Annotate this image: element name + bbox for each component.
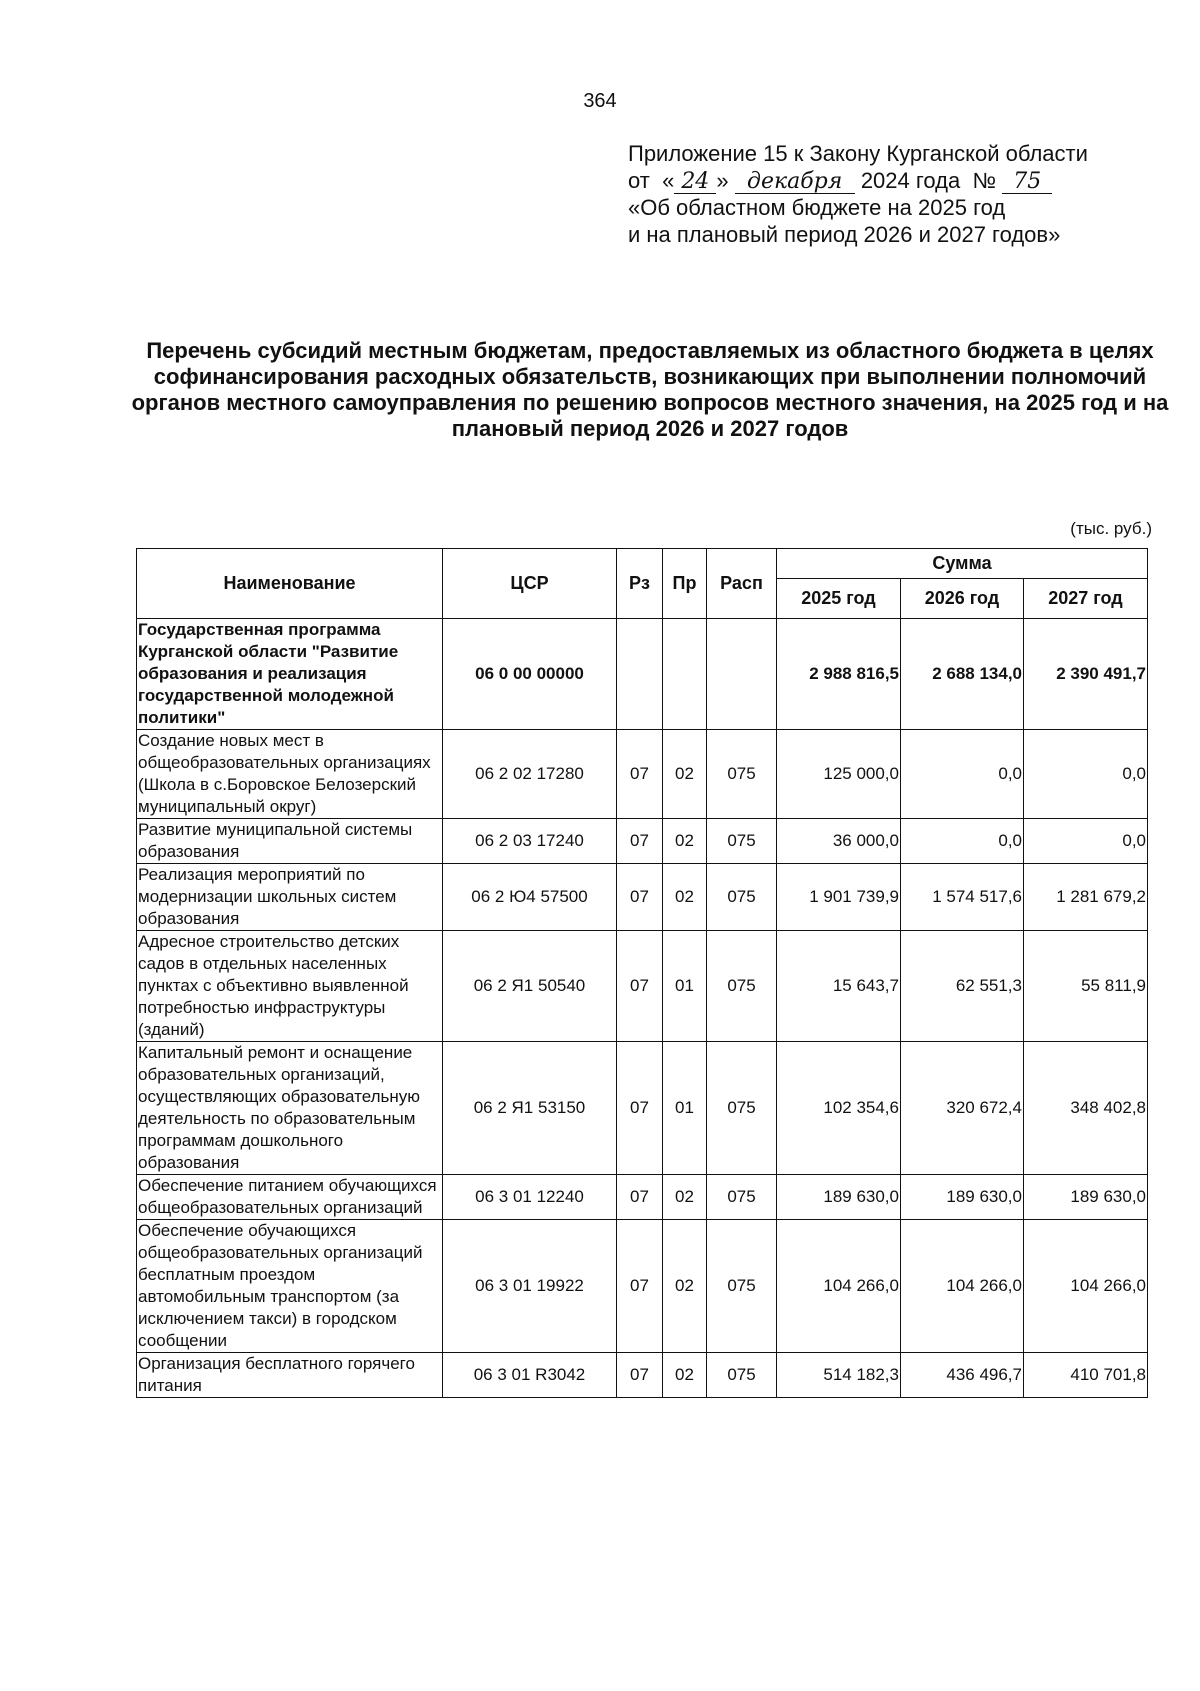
table-row	[137, 1220, 1148, 1353]
cell-rz: 07	[617, 1353, 663, 1398]
cell-2025: 1 901 739,9	[777, 864, 901, 931]
cell-name: Обеспечение обучающихся общеобразовательных организаций бесплатным проездом автомобильным транспортом (за исключением такси) в городском сообщении	[137, 1220, 443, 1353]
cell-2025: 189 630,0	[777, 1175, 901, 1220]
cell-rasp: 075	[707, 864, 777, 931]
cell-csr: 06 2 Я1 53150	[443, 1042, 617, 1175]
cell-rz: 07	[617, 1042, 663, 1175]
law-date-line	[628, 167, 1088, 194]
cell-2026: 2 688 134,0	[901, 619, 1024, 730]
cell-rz	[617, 619, 663, 730]
cell-2026: 62 551,3	[901, 931, 1024, 1042]
cell-2027: 0,0	[1024, 819, 1148, 864]
header-2025: 2025 год	[777, 579, 901, 619]
handwritten-number: 75	[1002, 171, 1052, 194]
handwritten-day: 24	[674, 171, 716, 194]
cell-pr: 02	[663, 1353, 707, 1398]
cell-2027: 55 811,9	[1024, 931, 1148, 1042]
cell-2026: 0,0	[901, 819, 1024, 864]
header-csr: ЦСР	[443, 549, 617, 619]
cell-rz: 07	[617, 819, 663, 864]
cell-2026: 104 266,0	[901, 1220, 1024, 1353]
cell-name: Обеспечение питанием обучающихся общеобразовательных организаций	[137, 1175, 443, 1220]
quote-open: «	[662, 168, 675, 193]
appendix-line: Приложение 15 к Закону Курганской области	[628, 141, 1088, 166]
law-title-line: «Об областном бюджете на 2025 год	[628, 195, 1006, 220]
table-row	[137, 619, 1148, 730]
cell-csr: 06 2 03 17240	[443, 819, 617, 864]
cell-2025: 104 266,0	[777, 1220, 901, 1353]
page-number: 364	[583, 90, 617, 112]
cell-name: Организация бесплатного горячего питания	[137, 1353, 443, 1398]
units-label: (тыс. руб.)	[1070, 519, 1152, 538]
table-row	[137, 1042, 1148, 1175]
cell-name: Развитие муниципальной системы образования	[137, 819, 443, 864]
cell-2026: 1 574 517,6	[901, 864, 1024, 931]
cell-pr: 01	[663, 931, 707, 1042]
table-row	[137, 1175, 1148, 1220]
table-row	[137, 1353, 1148, 1398]
table-row	[137, 864, 1148, 931]
cell-2025: 36 000,0	[777, 819, 901, 864]
cell-pr: 02	[663, 730, 707, 819]
cell-rz: 07	[617, 1175, 663, 1220]
cell-pr: 02	[663, 864, 707, 931]
table-row	[137, 931, 1148, 1042]
cell-2027: 0,0	[1024, 730, 1148, 819]
cell-2026: 0,0	[901, 730, 1024, 819]
cell-2027: 189 630,0	[1024, 1175, 1148, 1220]
subsidies-table	[136, 548, 1148, 1398]
from-label: от	[628, 168, 650, 193]
header-name: Наименование	[137, 549, 443, 619]
cell-2027: 410 701,8	[1024, 1353, 1148, 1398]
cell-csr: 06 0 00 00000	[443, 619, 617, 730]
number-label: №	[972, 168, 997, 193]
header-rasp: Расп	[707, 549, 777, 619]
cell-csr: 06 2 02 17280	[443, 730, 617, 819]
appendix-header	[628, 140, 1088, 248]
cell-csr: 06 3 01 12240	[443, 1175, 617, 1220]
cell-name: Адресное строительство детских садов в отдельных населенных пунктах с объективно выявленной потребностью инфраструктуры (зданий)	[137, 931, 443, 1042]
table-row	[137, 819, 1148, 864]
cell-2025: 514 182,3	[777, 1353, 901, 1398]
cell-2026: 189 630,0	[901, 1175, 1024, 1220]
document-title: Перечень субсидий местным бюджетам, предоставляемых из областного бюджета в целях софинансирования расходных обязательств, возникающих при выполнении полномочий органов местного самоуправления по решению вопросов местного значения, на 2025 год и на плановый период 2026 и 2027 годов	[131, 338, 1169, 441]
header-pr: Пр	[663, 549, 707, 619]
cell-rz: 07	[617, 864, 663, 931]
cell-name: Государственная программа Курганской области "Развитие образования и реализация государственной молодежной политики"	[137, 619, 443, 730]
cell-rasp: 075	[707, 931, 777, 1042]
cell-rz: 07	[617, 931, 663, 1042]
cell-name: Капитальный ремонт и оснащение образовательных организаций, осуществляющих образовательную деятельность по образовательным программам дошкольного образования	[137, 1042, 443, 1175]
cell-rz: 07	[617, 1220, 663, 1353]
cell-csr: 06 2 Ю4 57500	[443, 864, 617, 931]
cell-rasp: 075	[707, 1042, 777, 1175]
cell-2025: 125 000,0	[777, 730, 901, 819]
cell-pr: 02	[663, 819, 707, 864]
cell-2026: 320 672,4	[901, 1042, 1024, 1175]
cell-pr: 02	[663, 1220, 707, 1353]
cell-2026: 436 496,7	[901, 1353, 1024, 1398]
table-row	[137, 730, 1148, 819]
cell-2025: 2 988 816,5	[777, 619, 901, 730]
cell-rz: 07	[617, 730, 663, 819]
cell-2027: 2 390 491,7	[1024, 619, 1148, 730]
cell-csr: 06 3 01 19922	[443, 1220, 617, 1353]
handwritten-month: декабря	[735, 171, 855, 194]
cell-csr: 06 2 Я1 50540	[443, 931, 617, 1042]
cell-pr: 02	[663, 1175, 707, 1220]
cell-name: Создание новых мест в общеобразовательных организациях (Школа в с.Боровское Белозерский муниципальный округ)	[137, 730, 443, 819]
header-sum: Сумма	[777, 549, 1148, 579]
cell-2025: 15 643,7	[777, 931, 901, 1042]
header-rz: Рз	[617, 549, 663, 619]
cell-2027: 104 266,0	[1024, 1220, 1148, 1353]
cell-name: Реализация мероприятий по модернизации школьных систем образования	[137, 864, 443, 931]
cell-pr: 01	[663, 1042, 707, 1175]
header-2027: 2027 год	[1024, 579, 1148, 619]
cell-2027: 1 281 679,2	[1024, 864, 1148, 931]
cell-pr	[663, 619, 707, 730]
cell-rasp: 075	[707, 1353, 777, 1398]
cell-rasp: 075	[707, 819, 777, 864]
cell-rasp: 075	[707, 730, 777, 819]
cell-rasp: 075	[707, 1220, 777, 1353]
year-text: 2024 года	[860, 168, 961, 193]
cell-csr: 06 3 01 R3042	[443, 1353, 617, 1398]
cell-2025: 102 354,6	[777, 1042, 901, 1175]
header-2026: 2026 год	[901, 579, 1024, 619]
law-title-line-2: и на плановый период 2026 и 2027 годов»	[628, 222, 1061, 247]
cell-2027: 348 402,8	[1024, 1042, 1148, 1175]
cell-rasp: 075	[707, 1175, 777, 1220]
cell-rasp	[707, 619, 777, 730]
quote-close: »	[716, 168, 729, 193]
